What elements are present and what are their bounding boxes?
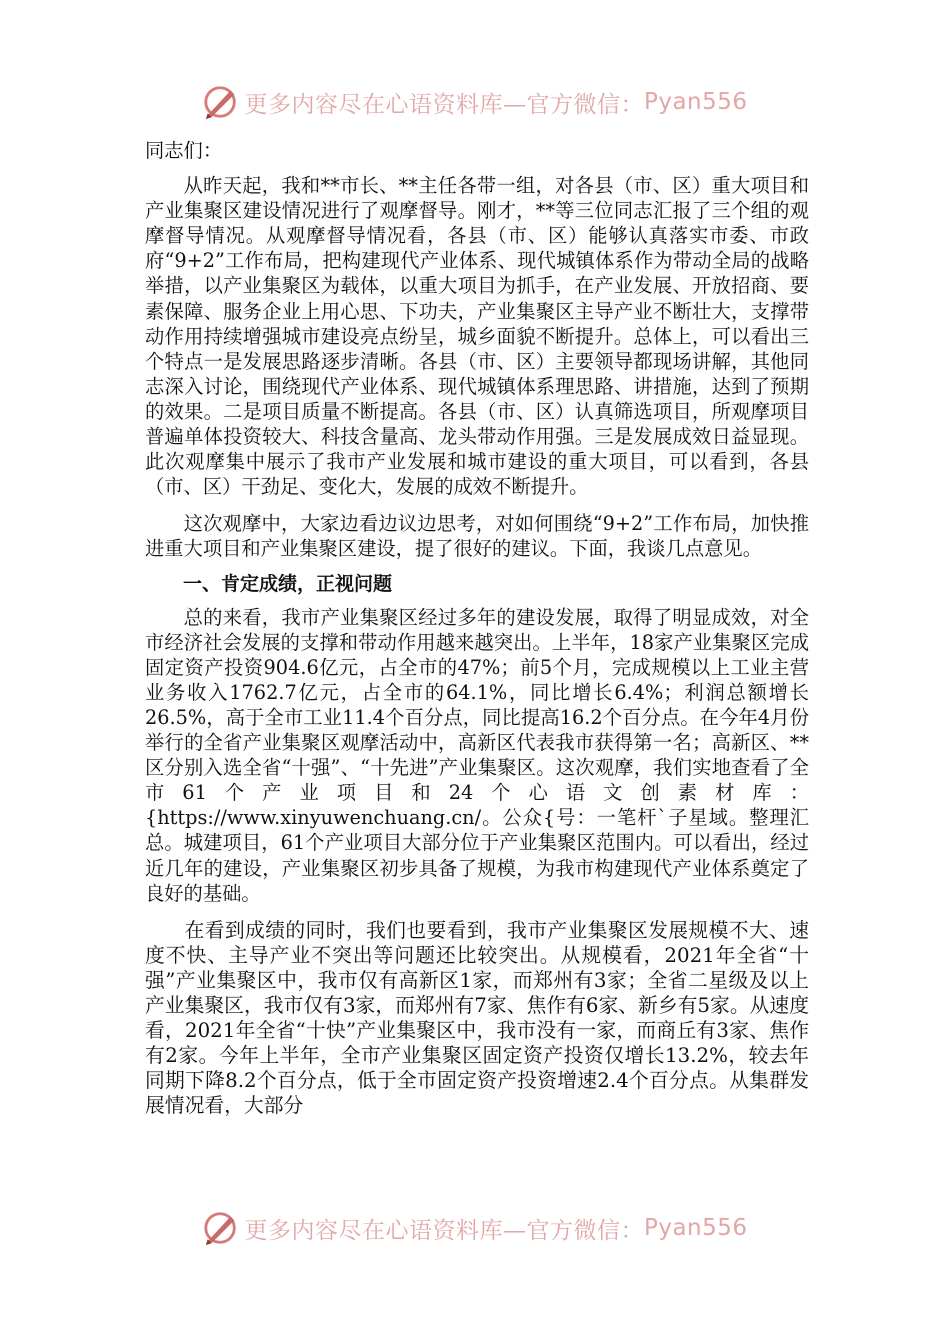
watermark-text: 更多内容尽在心语资料库—官方微信： [244, 91, 644, 118]
greeting: 同志们： [145, 139, 223, 162]
watermark-text: 更多内容尽在心语资料库—官方微信： [244, 1217, 644, 1244]
watermark-id: Pyan556 [643, 89, 748, 115]
pen-logo-icon [202, 1209, 240, 1247]
pen-logo-icon [202, 83, 240, 121]
paragraph-achievements: 总的来看，我市产业集聚区经过多年的建设发展，取得了明显成效，对全市经济社会发展的支撑和带动作用越来越突出。上半年，18家产业集聚区完成固定资产投资904.6亿元，占全市的47%；前5个月，完成规模以上工业主营业务收入1762.7亿元，占全市的64.1%，同比增长6.4%；利润总额增长26.5%，高于全市工业11.4个百分点，同比提高16.2个百分点。在今年4月份举行的全省产业集聚区观摩活动中，高新区代表我市获得第一名；高新区、**区分别入选全省“十强”、“十先进”产业集聚区。这次观摩，我们实地查看了全市61个产业项目和24个心语文创素材库：{https://www.xinyuwenchuang.cn/。公众{号：一笔杆`子星域。整理汇总。城建项目，61个产业项目大部分位于产业集聚区范围内。可以看出，经过近几年的建设，产业集聚区初步具备了规模，为我市构建现代产业体系奠定了良好的基础。 [145, 605, 809, 905]
section-heading: 一、肯定成绩，正视问题 [183, 572, 393, 595]
paragraph-opinions: 这次观摩中，大家边看边议边思考，对如何围绕“9+2”工作布局，加快推进重大项目和产业集聚区建设，提了很好的建议。下面，我谈几点意见。 [145, 512, 809, 561]
watermark-id: Pyan556 [643, 1215, 748, 1241]
paragraph-intro: 从昨天起，我和**市长、**主任各带一组，对各县（市、区）重大项目和产业集聚区建设情况进行了观摩督导。刚才，**等三位同志汇报了三个组的观摩督导情况。从观摩督导情况看，各县（市、区）能够认真落实市委、市政府“9+2”工作布局，把构建现代产业体系、现代城镇体系作为带动全局的战略举措，以产业集聚区为载体，以重大项目为抓手，在产业发展、开放招商、要素保障、服务企业上用心思、下功夫，产业集聚区主导产业不断壮大，支撑带动作用持续增强城市建设亮点纷呈，城乡面貌不断提升。总体上，可以看出三个特点一是发展思路逐步清晰。各县（市、区）主要领导都现场讲解，其他同志深入讨论，围绕现代产业体系、现代城镇体系理思路、讲措施，达到了预期的效果。二是项目质量不断提高。各县（市、区）认真筛选项目，所观摩项目普遍单体投资较大、科技含量高、龙头带动作用强。三是发展成效日益显现。此次观摩集中展示了我市产业发展和城市建设的重大项目，可以看到，各县（市、区）干劲足、变化大，发展的成效不断提升。 [145, 174, 809, 499]
watermark-header [0, 80, 950, 124]
document-body [145, 138, 809, 1130]
paragraph-problems: 在看到成绩的同时，我们也要看到，我市产业集聚区发展规模不大、速度不快、主导产业不突出等问题还比较突出。从规模看，2021年全省“十强”产业集聚区中，我市仅有高新区1家，而郑州有3家；全省二星级及以上产业集聚区，我市仅有3家，而郑州有7家、焦作有6家、新乡有5家。从速度看，2021年全省“十快”产业集聚区中，我市没有一家，而商丘有3家、焦作有2家。今年上半年，全市产业集聚区固定资产投资仅增长13.2%，较去年同期下降8.2个百分点，低于全市固定资产投资增速2.4个百分点。从集群发展情况看，大部分 [145, 918, 809, 1118]
watermark-footer [0, 1206, 950, 1250]
